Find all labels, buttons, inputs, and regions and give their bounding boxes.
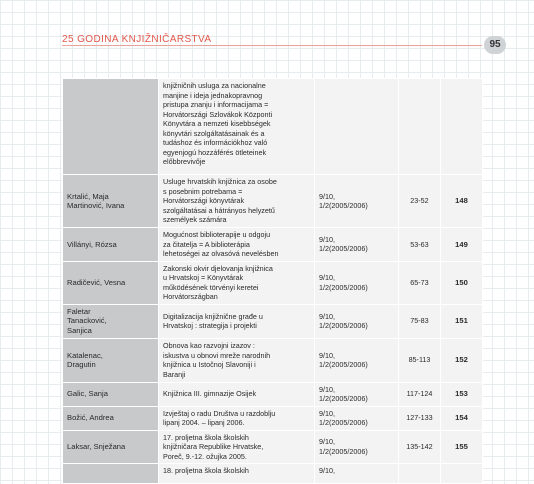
table-row [63,338,483,382]
title-cell-line: knjižničara Republike Hrvatske, [163,442,264,451]
title-cell-line: 18. proljetna škola školskih [163,466,249,475]
title-cell-line: knjižničnih usluga za nacionalne [163,81,266,90]
title-cell-line: iskustva u obnovi mreže narodnih [163,350,271,360]
title-cell-line: Horvátországi könyvtárak [163,196,245,206]
title-cell [159,382,315,406]
title-cell-line: Könyvtára a nemzeti kisebbségek [163,119,271,128]
title-cell-line: Hrvatskoj : strategija i projekti [163,321,257,330]
entry-number-cell: 155 [441,430,483,464]
source-cell [315,382,399,406]
author-cell [63,228,159,262]
title-cell [159,304,315,338]
author-cell-line: Dragutin [67,360,96,369]
source-cell-line: 9/10, [319,350,335,360]
source-cell-line: 9/10, [319,466,335,475]
table-row [63,382,483,406]
source-cell-line: 1/2(2005/2006) [319,201,368,210]
table-row [63,261,483,304]
author-cell [63,382,159,406]
author-cell-line: Radičević, Vesna [67,277,126,287]
pages-cell: 117-124 [399,382,441,406]
author-cell-line: Sanjica [67,325,92,335]
title-cell-line: működésének törvényi keretei [163,282,259,292]
source-cell-line: 1/2(2005/2006) [319,446,368,456]
source-cell-line: 9/10, [319,273,335,282]
source-cell [315,430,399,464]
pages-cell: 65-73 [399,261,441,304]
title-cell [159,261,315,304]
title-cell-line: Zakonski okvir djelovanja knjižnica [163,263,273,273]
entry-number-cell [441,79,483,175]
table-row [63,430,483,464]
author-cell [63,304,159,338]
title-cell-line: Izvještaj o radu Društva u razdoblju [163,408,276,418]
title-cell-line: Baranji [163,369,186,379]
title-cell-line: Obnova kao razvojni izazov : [163,341,255,350]
entry-number-cell: 152 [441,338,483,382]
title-cell [159,338,315,382]
title-cell-line: Horvátországban [163,292,218,301]
source-cell [315,304,399,338]
author-cell [63,79,159,175]
bibliography-table-body [63,79,483,484]
title-cell [159,79,315,175]
author-cell [63,464,159,484]
author-cell [63,261,159,304]
entry-number-cell [441,464,483,484]
author-cell-line: Božić, Andrea [67,413,114,423]
title-cell-line: knjižnica u Istočnoj Slavoniji i [163,360,256,369]
title-cell-line: s posebnim potrebama = [163,186,243,196]
author-cell-line: Faletar [67,306,91,316]
title-cell [159,175,315,228]
title-cell-line: 17. proljetna škola školskih [163,432,249,442]
source-cell [315,228,399,262]
title-cell [159,464,315,484]
source-cell [315,338,399,382]
source-cell [315,406,399,430]
header-divider [62,45,482,46]
title-cell-line: személyek számára [163,215,227,225]
title-cell-line: lehetoségei az olvasóvá nevelésben [163,249,279,258]
source-cell [315,261,399,304]
entry-number-cell: 151 [441,304,483,338]
author-cell-line: Laksar, Snježana [67,442,126,451]
entry-number-cell: 150 [441,261,483,304]
title-cell-line: Horvátországi Szlovákok Központi [163,109,273,119]
source-cell-line: 1/2(2005/2006) [319,282,368,292]
table-row [63,464,483,484]
author-cell-line: Martinović, Ivana [67,201,125,210]
title-cell [159,430,315,464]
entry-number-cell: 149 [441,228,483,262]
source-cell-line: 1/2(2005/2006) [319,418,368,427]
author-cell-line: Galic, Sanja [67,389,108,399]
author-cell-line: Krtalić, Maja [67,191,109,201]
title-cell-line: Usluge hrvatskih knjižnica za osobe [163,177,277,187]
page-number-badge: 95 [484,36,506,54]
running-header-title: 25 GODINA KNJIŽNIČARSTVA [62,34,212,45]
title-cell-line: u Hrvatskoj = Könyvtárak [163,273,244,282]
bibliography-table [62,78,483,484]
table-row [63,79,483,175]
author-cell [63,338,159,382]
source-cell-line: 9/10, [319,311,335,321]
source-cell-line: 1/2(2005/2006) [319,360,368,369]
source-cell-line: 9/10, [319,437,335,447]
table-row [63,228,483,262]
source-cell [315,464,399,484]
title-cell-line: könyvtári szolgáltatásainak és a [163,128,265,138]
source-cell-line: 1/2(2005/2006) [319,321,368,330]
author-cell-line: Tanacković, [67,316,107,326]
entry-number-cell: 148 [441,175,483,228]
title-cell-line: Poreč, 9.-12. ožujka 2005. [163,451,247,461]
title-cell-line: szolgáltatásai a hátrányos helyzetű [163,205,275,215]
title-cell [159,228,315,262]
title-cell-line: előbbrevivője [163,157,206,166]
source-cell [315,79,399,175]
author-cell [63,430,159,464]
author-cell [63,406,159,430]
source-cell-line: 9/10, [319,408,335,418]
pages-cell [399,79,441,175]
entry-number-cell: 153 [441,382,483,406]
source-cell [315,175,399,228]
source-cell-line: 1/2(2005/2006) [319,394,368,403]
pages-cell: 135-142 [399,430,441,464]
pages-cell: 75-83 [399,304,441,338]
title-cell-line: manjine i ideja jednakopravnog [163,90,263,100]
title-cell-line: egyenjogú hozzáférés ötleteinek [163,147,267,157]
pages-cell [399,464,441,484]
pages-cell: 23-52 [399,175,441,228]
pages-cell: 53-63 [399,228,441,262]
source-cell-line: 9/10, [319,191,335,201]
title-cell-line: Knjižnica III. gimnazije Osijek [163,389,257,399]
source-cell-line: 9/10, [319,384,335,394]
author-cell-line: Katalenac, [67,350,103,360]
title-cell [159,406,315,430]
source-cell-line: 1/2(2005/2006) [319,244,368,254]
title-cell-line: lipanj 2004. – lipanj 2006. [163,418,245,427]
pages-cell: 127-133 [399,406,441,430]
title-cell-line: Digitalizacija knjižnične građe u [163,311,263,321]
title-cell-line: za čitatelja = A biblioterápia [163,239,250,249]
title-cell-line: Mogućnost biblioterapije u odgoju [163,230,271,239]
pages-cell: 85-113 [399,338,441,382]
table-row [63,304,483,338]
entry-number-cell: 154 [441,406,483,430]
table-row [63,406,483,430]
source-cell-line: 9/10, [319,234,335,244]
title-cell-line: pristupa znanju i informacijama = [163,100,269,109]
author-cell [63,175,159,228]
author-cell-line: Villányi, Rózsa [67,239,117,249]
table-row [63,175,483,228]
title-cell-line: tudáshoz és információkhoz való [163,138,268,147]
